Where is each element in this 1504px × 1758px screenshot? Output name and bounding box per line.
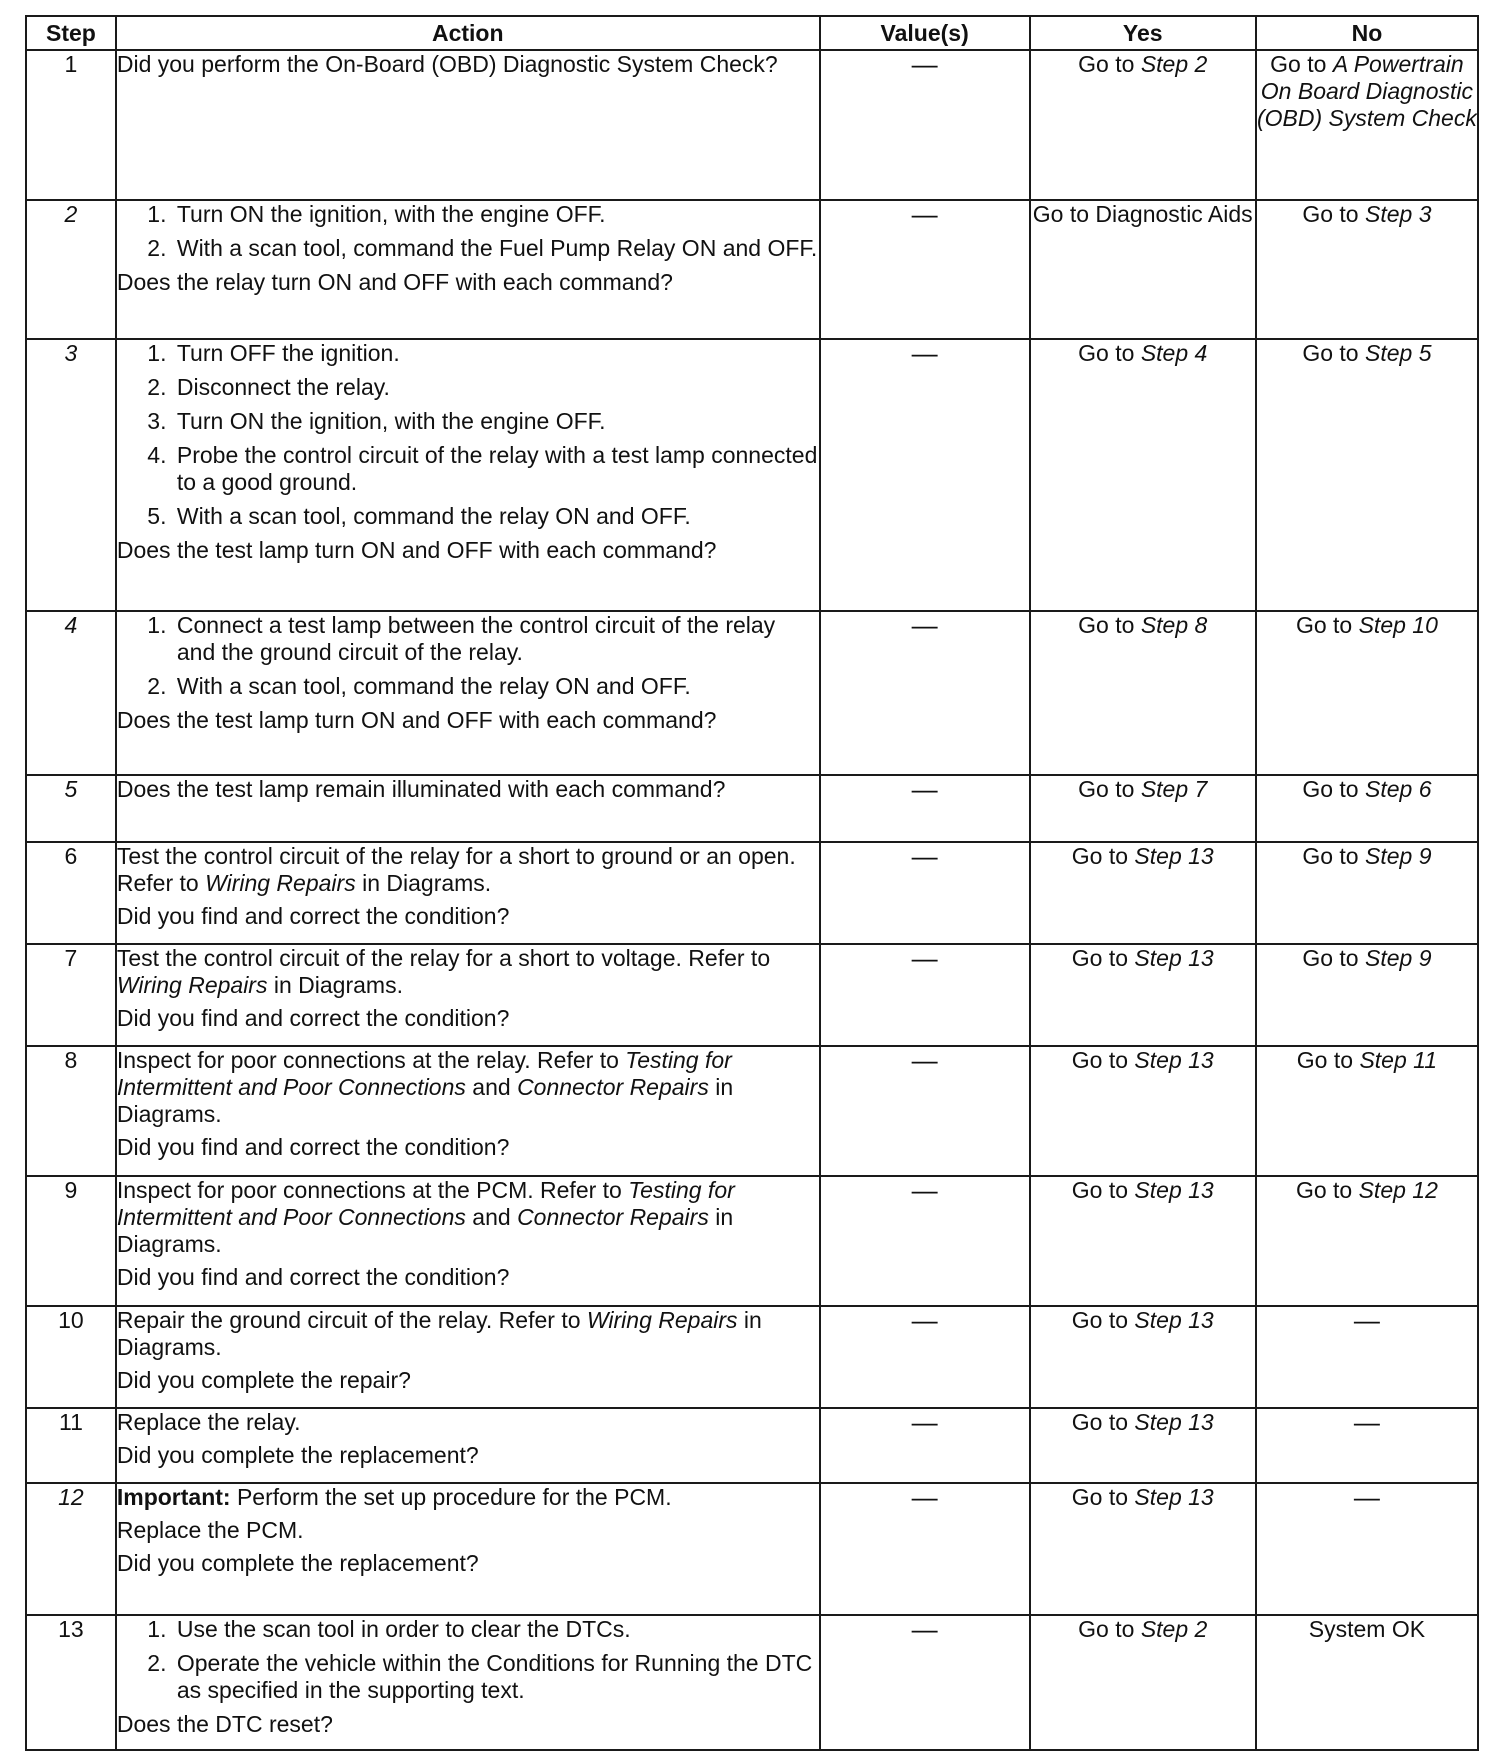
step-number: 5 bbox=[26, 775, 116, 842]
yes-prefix: Go to bbox=[1078, 1616, 1141, 1642]
action-text-part: in Diagrams. bbox=[267, 972, 403, 998]
header-row bbox=[26, 16, 1478, 50]
no-cell bbox=[1256, 775, 1478, 842]
step-number: 9 bbox=[26, 1176, 116, 1306]
action-ref: Connector Repairs bbox=[517, 1204, 709, 1230]
yes-cell bbox=[1030, 1176, 1256, 1306]
yes-cell bbox=[1030, 50, 1256, 200]
yes-step-ref: Step 13 bbox=[1134, 1409, 1214, 1435]
step-number: 6 bbox=[26, 842, 116, 944]
yes-cell bbox=[1030, 1306, 1256, 1408]
no-cell bbox=[1256, 200, 1478, 339]
no-prefix: Go to bbox=[1302, 945, 1365, 971]
action-ref: Wiring Repairs bbox=[205, 870, 356, 896]
no-step-ref: Step 12 bbox=[1358, 1177, 1438, 1203]
step-number: 11 bbox=[26, 1408, 116, 1483]
step-number: 1 bbox=[26, 50, 116, 200]
action-step: 1. Turn ON the ignition, with the engine OFF. bbox=[173, 201, 819, 228]
yes-prefix: Go to bbox=[1071, 843, 1135, 869]
yes-step-ref: Step 4 bbox=[1140, 340, 1208, 366]
yes-cell bbox=[1030, 1483, 1256, 1615]
step-number: 8 bbox=[26, 1046, 116, 1176]
action-cell bbox=[116, 775, 820, 842]
yes-prefix: Go to Diagnostic Aids bbox=[1032, 201, 1253, 227]
action-step: 2. With a scan tool, command the Fuel Pump Relay ON and OFF. bbox=[173, 235, 819, 262]
action-cell bbox=[116, 200, 820, 339]
important-label: Important: bbox=[116, 1484, 231, 1510]
no-cell: — bbox=[1256, 1306, 1478, 1408]
value-cell: — bbox=[820, 1408, 1030, 1483]
no-cell bbox=[1256, 1615, 1478, 1750]
no-step-ref: Step 9 bbox=[1364, 945, 1432, 971]
action-text bbox=[117, 1047, 819, 1128]
no-prefix: Go to bbox=[1302, 843, 1365, 869]
action-steps bbox=[117, 1616, 819, 1704]
no-step-ref: Step 11 bbox=[1359, 1047, 1438, 1073]
action-question: Did you complete the repair? bbox=[116, 1367, 411, 1393]
action-cell bbox=[116, 1483, 820, 1615]
action-step: 3. Turn ON the ignition, with the engine OFF. bbox=[173, 408, 819, 435]
yes-cell bbox=[1030, 200, 1256, 339]
yes-step-ref: Step 13 bbox=[1134, 1047, 1214, 1073]
table-row bbox=[26, 339, 1478, 611]
action-step: 4. Probe the control circuit of the relay with a test lamp connected to a good ground. bbox=[173, 442, 819, 496]
action-question: Did you find and correct the condition? bbox=[116, 1134, 510, 1160]
action-text: Did you perform the On-Board (OBD) Diagnostic System Check? bbox=[116, 51, 778, 77]
value-cell: — bbox=[820, 1483, 1030, 1615]
no-step-ref: Step 6 bbox=[1364, 776, 1432, 802]
no-cell bbox=[1256, 339, 1478, 611]
no-cell: — bbox=[1256, 1408, 1478, 1483]
no-prefix: System OK bbox=[1308, 1616, 1426, 1642]
value-cell: — bbox=[820, 944, 1030, 1046]
value-cell: — bbox=[820, 1615, 1030, 1750]
diagnostic-table bbox=[25, 15, 1479, 1751]
header-step: Step bbox=[26, 16, 116, 50]
value-cell: — bbox=[820, 842, 1030, 944]
yes-cell bbox=[1030, 1615, 1256, 1750]
no-prefix: Go to bbox=[1302, 340, 1365, 366]
yes-cell bbox=[1030, 1408, 1256, 1483]
action-text-part: Test the control circuit of the relay for a short to voltage. Refer to bbox=[116, 945, 771, 971]
action-cell bbox=[116, 611, 820, 775]
action-text bbox=[117, 1307, 819, 1361]
yes-cell bbox=[1030, 842, 1256, 944]
action-question: Did you find and correct the condition? bbox=[116, 1264, 510, 1290]
no-cell: — bbox=[1256, 1483, 1478, 1615]
value-cell: — bbox=[820, 1176, 1030, 1306]
no-prefix: Go to bbox=[1302, 776, 1365, 802]
action-question: Did you complete the replacement? bbox=[116, 1550, 479, 1576]
no-step-ref: Step 10 bbox=[1358, 612, 1438, 638]
header-action: Action bbox=[116, 16, 820, 50]
action-text bbox=[117, 1177, 819, 1258]
table-row bbox=[26, 200, 1478, 339]
no-cell bbox=[1256, 50, 1478, 200]
value-cell: — bbox=[820, 1046, 1030, 1176]
no-step-ref: Step 3 bbox=[1364, 201, 1432, 227]
action-cell bbox=[116, 1176, 820, 1306]
yes-prefix: Go to bbox=[1078, 51, 1141, 77]
yes-step-ref: Step 13 bbox=[1134, 1484, 1214, 1510]
table-row bbox=[26, 775, 1478, 842]
no-prefix: Go to bbox=[1302, 201, 1365, 227]
yes-cell bbox=[1030, 944, 1256, 1046]
action-question: Did you find and correct the condition? bbox=[116, 903, 510, 929]
action-steps bbox=[117, 340, 819, 530]
step-number: 4 bbox=[26, 611, 116, 775]
action-text-part: in Diagrams. bbox=[116, 1307, 762, 1360]
action-cell bbox=[116, 944, 820, 1046]
yes-prefix: Go to bbox=[1071, 945, 1135, 971]
action-text: Replace the relay. bbox=[116, 1409, 301, 1435]
yes-step-ref: Step 2 bbox=[1140, 51, 1208, 77]
step-number: 12 bbox=[26, 1483, 116, 1615]
action-text-part: Inspect for poor connections at the PCM. Refer to bbox=[116, 1177, 629, 1203]
yes-prefix: Go to bbox=[1078, 776, 1141, 802]
action-cell bbox=[116, 1615, 820, 1750]
action-cell bbox=[116, 842, 820, 944]
action-text-part: Inspect for poor connections at the relay. Refer to bbox=[116, 1047, 626, 1073]
yes-step-ref: Step 7 bbox=[1140, 776, 1208, 802]
yes-prefix: Go to bbox=[1071, 1047, 1135, 1073]
step-number: 3 bbox=[26, 339, 116, 611]
yes-prefix: Go to bbox=[1071, 1307, 1135, 1333]
yes-cell bbox=[1030, 775, 1256, 842]
header-yes: Yes bbox=[1030, 16, 1256, 50]
value-cell: — bbox=[820, 339, 1030, 611]
action-text-part: in Diagrams. bbox=[116, 1204, 734, 1257]
no-prefix: Go to bbox=[1295, 612, 1359, 638]
value-cell: — bbox=[820, 611, 1030, 775]
action-step: 1. Turn OFF the ignition. bbox=[173, 340, 819, 367]
yes-prefix: Go to bbox=[1078, 340, 1141, 366]
action-text-part: and bbox=[465, 1074, 518, 1100]
header-values: Value(s) bbox=[820, 16, 1030, 50]
action-text: Does the test lamp remain illuminated with each command? bbox=[116, 776, 726, 802]
action-question: Does the relay turn ON and OFF with each command? bbox=[116, 269, 673, 295]
action-question: Did you find and correct the condition? bbox=[116, 1005, 510, 1031]
no-step-ref: A Powertrain On Board Diagnostic (OBD) System Check bbox=[1257, 51, 1477, 131]
action-question: Does the test lamp turn ON and OFF with each command? bbox=[116, 537, 717, 563]
action-text bbox=[117, 945, 819, 999]
action-question: Does the test lamp turn ON and OFF with each command? bbox=[116, 707, 717, 733]
no-prefix: Go to bbox=[1296, 1047, 1360, 1073]
action-step: 2. Disconnect the relay. bbox=[173, 374, 819, 401]
action-ref: Wiring Repairs bbox=[116, 972, 268, 998]
no-cell bbox=[1256, 842, 1478, 944]
action-cell bbox=[116, 339, 820, 611]
table-row bbox=[26, 1306, 1478, 1408]
no-step-ref: Step 5 bbox=[1364, 340, 1432, 366]
table-row bbox=[26, 1046, 1478, 1176]
yes-cell bbox=[1030, 339, 1256, 611]
action-steps bbox=[117, 201, 819, 262]
important-text: Perform the set up procedure for the PCM. bbox=[230, 1484, 672, 1510]
yes-cell bbox=[1030, 611, 1256, 775]
action-text bbox=[117, 843, 819, 897]
table-row bbox=[26, 1615, 1478, 1750]
important-note bbox=[117, 1484, 819, 1511]
no-cell bbox=[1256, 1176, 1478, 1306]
action-steps bbox=[117, 612, 819, 700]
no-cell bbox=[1256, 611, 1478, 775]
yes-step-ref: Step 2 bbox=[1140, 1616, 1208, 1642]
yes-prefix: Go to bbox=[1078, 612, 1141, 638]
action-question: Did you complete the replacement? bbox=[116, 1442, 479, 1468]
action-ref: Testing for Intermittent and Poor Connections bbox=[116, 1047, 732, 1100]
action-cell bbox=[116, 1408, 820, 1483]
action-step: 1. Use the scan tool in order to clear the DTCs. bbox=[173, 1616, 819, 1643]
no-cell bbox=[1256, 944, 1478, 1046]
yes-step-ref: Step 13 bbox=[1134, 843, 1214, 869]
yes-cell bbox=[1030, 1046, 1256, 1176]
yes-prefix: Go to bbox=[1071, 1484, 1135, 1510]
action-text: Replace the PCM. bbox=[116, 1517, 304, 1543]
action-ref: Connector Repairs bbox=[517, 1074, 709, 1100]
action-question: Does the DTC reset? bbox=[116, 1711, 333, 1737]
table-row bbox=[26, 842, 1478, 944]
action-text-part: Test the control circuit of the relay for a short to ground or an open. Refer to bbox=[116, 843, 796, 896]
table-row bbox=[26, 50, 1478, 200]
action-text-part: and bbox=[465, 1204, 518, 1230]
action-step: 1. Connect a test lamp between the control circuit of the relay and the ground circuit of the relay. bbox=[173, 612, 819, 666]
value-cell: — bbox=[820, 200, 1030, 339]
table-row bbox=[26, 1176, 1478, 1306]
table-row bbox=[26, 611, 1478, 775]
step-number: 7 bbox=[26, 944, 116, 1046]
action-text-part: Repair the ground circuit of the relay. Refer to bbox=[116, 1307, 587, 1333]
action-step: 2. Operate the vehicle within the Conditions for Running the DTC as specified in the supporting text. bbox=[173, 1650, 819, 1704]
value-cell: — bbox=[820, 1306, 1030, 1408]
action-ref: Testing for Intermittent and Poor Connections bbox=[116, 1177, 735, 1230]
action-text-part: in Diagrams. bbox=[355, 870, 492, 896]
action-ref: Wiring Repairs bbox=[586, 1307, 738, 1333]
step-number: 10 bbox=[26, 1306, 116, 1408]
action-cell bbox=[116, 1306, 820, 1408]
action-step: 2. With a scan tool, command the relay ON and OFF. bbox=[173, 673, 819, 700]
action-step: 5. With a scan tool, command the relay ON and OFF. bbox=[173, 503, 819, 530]
step-number: 13 bbox=[26, 1615, 116, 1750]
table-row bbox=[26, 944, 1478, 1046]
yes-step-ref: Step 13 bbox=[1134, 1177, 1214, 1203]
table-row bbox=[26, 1408, 1478, 1483]
yes-prefix: Go to bbox=[1071, 1409, 1135, 1435]
yes-step-ref: Step 13 bbox=[1134, 1307, 1214, 1333]
action-text-part: in Diagrams. bbox=[116, 1074, 734, 1127]
yes-step-ref: Step 8 bbox=[1140, 612, 1208, 638]
action-cell bbox=[116, 1046, 820, 1176]
no-cell bbox=[1256, 1046, 1478, 1176]
yes-step-ref: Step 13 bbox=[1134, 945, 1214, 971]
yes-prefix: Go to bbox=[1071, 1177, 1135, 1203]
no-prefix: Go to bbox=[1295, 1177, 1359, 1203]
no-step-ref: Step 9 bbox=[1364, 843, 1432, 869]
value-cell: — bbox=[820, 775, 1030, 842]
header-no: No bbox=[1256, 16, 1478, 50]
action-cell bbox=[116, 50, 820, 200]
table-row bbox=[26, 1483, 1478, 1615]
step-number: 2 bbox=[26, 200, 116, 339]
value-cell: — bbox=[820, 50, 1030, 200]
no-prefix: Go to bbox=[1270, 51, 1333, 77]
